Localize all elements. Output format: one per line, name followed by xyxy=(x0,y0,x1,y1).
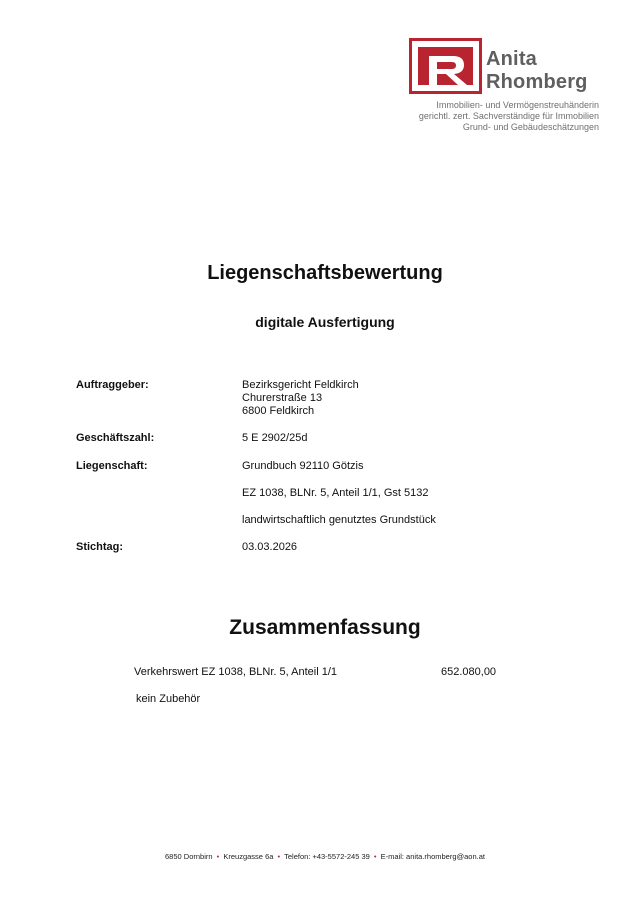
logo-tagline-line: gerichtl. zert. Sachverständige für Immobilien xyxy=(418,111,599,121)
auftraggeber-line: 6800 Feldkirch xyxy=(242,405,315,417)
footer-separator: • xyxy=(216,852,220,861)
liegenschaft-line: landwirtschaftlich genutztes Grundstück xyxy=(242,514,436,526)
auftraggeber-line: Bezirksgericht Feldkirch xyxy=(242,379,359,391)
liegenschaft-line: EZ 1038, BLNr. 5, Anteil 1/1, Gst 5132 xyxy=(242,487,429,499)
geschaeftszahl-value: 5 E 2902/25d xyxy=(242,432,308,444)
footer-email: E-mail: anita.rhomberg@aon.at xyxy=(380,852,485,861)
auftraggeber-value xyxy=(242,379,359,418)
logo-tagline-line: Immobilien- und Vermögenstreuhänderin xyxy=(436,100,599,110)
company-logo xyxy=(409,38,609,138)
auftraggeber-line: Churerstraße 13 xyxy=(242,392,323,404)
logo-name-first: Anita xyxy=(486,48,537,70)
logo-tagline-line: Grund- und Gebäudeschätzungen xyxy=(462,122,599,132)
auftraggeber-label: Auftraggeber: xyxy=(76,379,149,391)
summary-item-label: Verkehrswert EZ 1038, BLNr. 5, Anteil 1/1 xyxy=(134,666,337,678)
liegenschaft-label: Liegenschaft: xyxy=(76,460,148,472)
footer-separator: • xyxy=(373,852,377,861)
stichtag-value: 03.03.2026 xyxy=(242,541,298,553)
summary-item-value: 652.080,00 xyxy=(441,666,497,678)
footer-street: Kreuzgasse 6a xyxy=(223,852,274,861)
logo-name xyxy=(486,48,588,94)
logo-tagline xyxy=(399,100,599,133)
logo-name-last: Rhomberg xyxy=(486,71,588,93)
summary-note: kein Zubehör xyxy=(136,693,201,705)
document-title: Liegenschaftsbewertung xyxy=(207,262,443,284)
footer-separator: • xyxy=(277,852,281,861)
footer-address: 6850 Dornbirn xyxy=(165,852,213,861)
stichtag-label: Stichtag: xyxy=(76,541,124,553)
page-footer xyxy=(0,852,636,861)
geschaeftszahl-label: Geschäftszahl: xyxy=(76,432,155,444)
liegenschaft-line: Grundbuch 92110 Götzis xyxy=(242,460,364,472)
summary-title: Zusammenfassung xyxy=(229,616,421,639)
footer-phone: Telefon: +43-5572-245 39 xyxy=(284,852,370,861)
document-subtitle: digitale Ausfertigung xyxy=(255,314,395,330)
rhomberg-logo-icon xyxy=(409,38,482,94)
